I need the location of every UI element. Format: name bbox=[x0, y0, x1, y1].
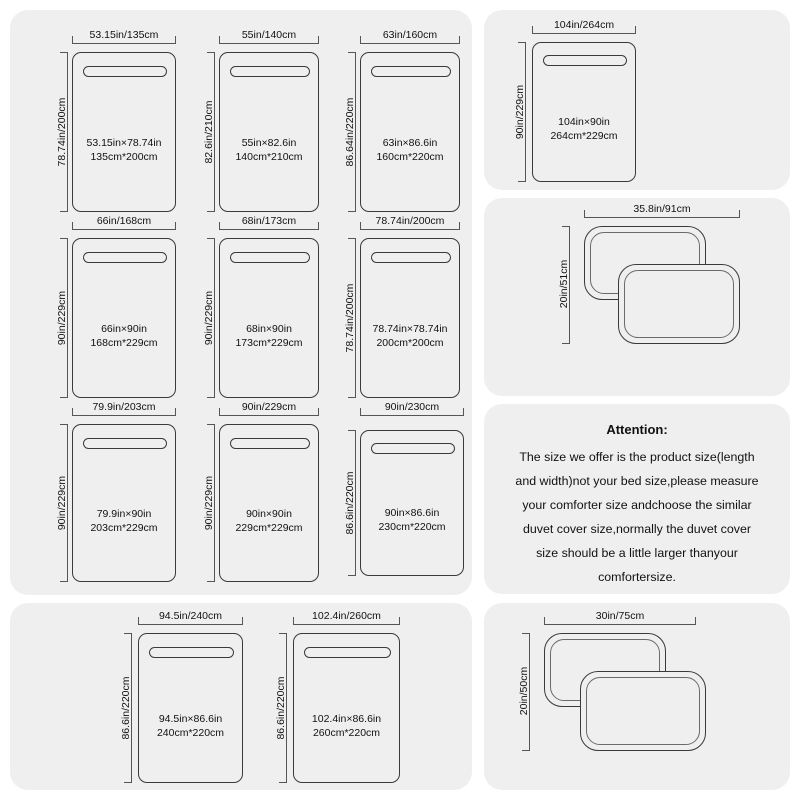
bed-diagram bbox=[203, 401, 323, 584]
dimension-line bbox=[584, 217, 740, 218]
dimension-left bbox=[344, 52, 356, 212]
bed-size-line2: 168cm*229cm bbox=[90, 336, 158, 349]
dimension-left bbox=[518, 633, 530, 751]
dimension-tick bbox=[207, 52, 215, 53]
bed-outline bbox=[360, 52, 460, 212]
attention-panel bbox=[484, 404, 790, 594]
dimension-side-label: 20in/51cm bbox=[558, 259, 570, 309]
dimension-tick bbox=[562, 226, 570, 227]
dimension-top bbox=[219, 29, 319, 44]
bed-diagram bbox=[344, 401, 464, 584]
bed-size-panel-large bbox=[484, 10, 790, 190]
dimension-tick bbox=[60, 238, 68, 239]
bed-outline bbox=[219, 52, 319, 212]
dimension-left bbox=[56, 238, 68, 398]
pillow-outline bbox=[83, 252, 167, 263]
pillow-front bbox=[580, 671, 706, 751]
bed-diagram bbox=[203, 29, 323, 212]
bed-size-line2: 203cm*229cm bbox=[90, 521, 158, 534]
attention-body bbox=[498, 445, 776, 589]
attention-title: Attention: bbox=[606, 422, 668, 437]
dimension-tick bbox=[522, 633, 530, 634]
dimension-top bbox=[584, 203, 740, 218]
bed-size-line2: 160cm*220cm bbox=[376, 150, 444, 163]
bed-diagram bbox=[344, 29, 464, 212]
bed-size-label bbox=[73, 323, 175, 350]
dimension-top-label: 55in/140cm bbox=[241, 29, 297, 41]
dimension-top-label: 30in/75cm bbox=[595, 610, 645, 622]
dimension-top bbox=[72, 401, 176, 416]
attention-line-2: and width)not your bed size,please measure bbox=[515, 474, 759, 488]
dimension-top-label: 104in/264cm bbox=[553, 19, 615, 31]
bed-size-label bbox=[220, 508, 318, 535]
dimension-tick bbox=[279, 782, 287, 783]
dimension-side-label: 82.6in/210cm bbox=[203, 100, 215, 164]
dimension-left bbox=[558, 226, 570, 344]
bed-outline bbox=[360, 238, 460, 398]
bed-size-line1: 53.15in×78.74in bbox=[86, 137, 162, 149]
dimension-top bbox=[360, 29, 460, 44]
bed-diagram bbox=[275, 610, 410, 783]
bed-outline bbox=[72, 424, 176, 582]
attention-line-4: duvet cover size,normally the duvet cover bbox=[523, 522, 751, 536]
dimension-tick bbox=[348, 397, 356, 398]
dimension-line bbox=[532, 33, 636, 34]
bed-outline bbox=[72, 238, 176, 398]
bed-outline bbox=[532, 42, 636, 182]
bed-size-label bbox=[73, 137, 175, 164]
dimension-tick bbox=[60, 581, 68, 582]
dimension-tick bbox=[518, 42, 526, 43]
dimension-side-label: 86.6in/220cm bbox=[120, 676, 132, 740]
dimension-tick bbox=[348, 430, 356, 431]
dimension-line bbox=[293, 624, 400, 625]
bed-size-line1: 66in×90in bbox=[101, 323, 147, 335]
bed-size-line2: 200cm*200cm bbox=[376, 336, 444, 349]
bed-size-label bbox=[220, 323, 318, 350]
dimension-side-label: 90in/229cm bbox=[203, 290, 215, 346]
pillow-front bbox=[618, 264, 740, 344]
dimension-tick bbox=[348, 52, 356, 53]
bed-outline bbox=[72, 52, 176, 212]
bed-outline bbox=[360, 430, 464, 576]
dimension-side-label: 86.6in/220cm bbox=[275, 676, 287, 740]
dimension-side-label: 90in/229cm bbox=[56, 475, 68, 531]
dimension-tick bbox=[124, 782, 132, 783]
bed-size-label bbox=[361, 507, 463, 534]
dimension-tick bbox=[207, 424, 215, 425]
dimension-line bbox=[544, 624, 696, 625]
dimension-top-label: 94.5in/240cm bbox=[158, 610, 223, 622]
dimension-left bbox=[203, 238, 215, 398]
bed-diagram bbox=[56, 401, 176, 584]
bed-diagram bbox=[56, 29, 176, 212]
dimension-side-label: 20in/50cm bbox=[518, 666, 530, 716]
bed-outline bbox=[293, 633, 400, 783]
dimension-top-label: 102.4in/260cm bbox=[312, 610, 381, 622]
bed-diagram bbox=[203, 215, 323, 398]
bed-size-line2: 264cm*229cm bbox=[550, 129, 618, 142]
bed-size-label bbox=[361, 323, 459, 350]
dimension-top bbox=[72, 29, 176, 44]
bed-size-line1: 102.4in×86.6in bbox=[311, 713, 382, 725]
dimension-top bbox=[219, 215, 319, 230]
attention-line-5: size should be a little larger thanyour bbox=[536, 546, 738, 560]
dimension-line bbox=[72, 229, 176, 230]
dimension-left bbox=[56, 52, 68, 212]
dimension-side-label: 78.74in/200cm bbox=[56, 97, 68, 167]
dimension-top-label: 68in/173cm bbox=[241, 215, 297, 227]
dimension-tick bbox=[60, 424, 68, 425]
dimension-top bbox=[219, 401, 319, 416]
pillow-outline bbox=[371, 66, 451, 77]
dimension-left bbox=[56, 424, 68, 582]
dimension-left bbox=[344, 430, 356, 576]
pillow-outline bbox=[230, 252, 310, 263]
dimension-line bbox=[219, 415, 319, 416]
dimension-top bbox=[544, 610, 696, 625]
bed-diagram bbox=[56, 215, 176, 398]
dimension-top bbox=[532, 19, 636, 34]
dimension-tick bbox=[60, 397, 68, 398]
pillow-outline bbox=[371, 252, 451, 263]
bed-outline bbox=[219, 424, 319, 582]
dimension-line bbox=[219, 229, 319, 230]
bed-sizes-panel-bottom bbox=[10, 603, 472, 790]
bed-size-line1: 90in×86.6in bbox=[384, 507, 440, 519]
bed-sizes-panel bbox=[10, 10, 472, 595]
dimension-tick bbox=[522, 750, 530, 751]
dimension-top-label: 90in/230cm bbox=[384, 401, 440, 413]
dimension-tick bbox=[348, 238, 356, 239]
dimension-top-label: 90in/229cm bbox=[241, 401, 297, 413]
dimension-line bbox=[360, 229, 460, 230]
dimension-line bbox=[219, 43, 319, 44]
dimension-tick bbox=[348, 211, 356, 212]
bed-size-line2: 260cm*220cm bbox=[312, 726, 381, 739]
attention-note bbox=[498, 422, 776, 589]
bed-size-label bbox=[294, 713, 399, 740]
dimension-top-label: 79.9in/203cm bbox=[92, 401, 156, 413]
pillow-outline bbox=[371, 443, 455, 454]
bed-size-label bbox=[220, 137, 318, 164]
pillow-outline bbox=[83, 66, 167, 77]
dimension-left bbox=[514, 42, 526, 182]
dimension-top bbox=[138, 610, 243, 625]
dimension-tick bbox=[207, 211, 215, 212]
pillowcase-panel-small bbox=[484, 603, 790, 790]
dimension-line bbox=[72, 43, 176, 44]
bed-size-label bbox=[73, 508, 175, 535]
bed-diagram bbox=[120, 610, 250, 783]
pillow-outline bbox=[83, 438, 167, 449]
bed-size-line1: 78.74in×78.74in bbox=[372, 323, 448, 335]
bed-diagram bbox=[514, 19, 654, 182]
dimension-line bbox=[138, 624, 243, 625]
dimension-top-label: 53.15in/135cm bbox=[89, 29, 159, 41]
dimension-left bbox=[275, 633, 287, 783]
pillow-seam bbox=[586, 677, 700, 745]
dimension-top-label: 35.8in/91cm bbox=[633, 203, 691, 215]
pillow-outline bbox=[543, 55, 627, 66]
bed-size-label bbox=[533, 116, 635, 143]
bed-size-line1: 94.5in×86.6in bbox=[158, 713, 223, 725]
dimension-side-label: 86.6in/220cm bbox=[344, 471, 356, 535]
dimension-tick bbox=[60, 211, 68, 212]
dimension-top bbox=[72, 215, 176, 230]
dimension-side-label: 90in/229cm bbox=[203, 475, 215, 531]
bed-size-line1: 63in×86.6in bbox=[382, 137, 438, 149]
dimension-left bbox=[120, 633, 132, 783]
bed-size-line1: 68in×90in bbox=[246, 323, 292, 335]
bed-size-label bbox=[361, 137, 459, 164]
bed-size-line1: 55in×82.6in bbox=[241, 137, 297, 149]
bed-outline bbox=[138, 633, 243, 783]
dimension-tick bbox=[562, 343, 570, 344]
attention-line-1: The size we offer is the product size(length bbox=[519, 450, 755, 464]
pillow-seam bbox=[624, 270, 734, 338]
dimension-left bbox=[344, 238, 356, 398]
bed-size-line2: 140cm*210cm bbox=[235, 150, 303, 163]
dimension-line bbox=[360, 415, 464, 416]
dimension-top bbox=[360, 401, 464, 416]
dimension-tick bbox=[207, 397, 215, 398]
dimension-top bbox=[360, 215, 460, 230]
pillow-outline bbox=[304, 647, 391, 658]
pillow-outline bbox=[230, 66, 310, 77]
pillow-outline bbox=[230, 438, 310, 449]
bed-size-line2: 173cm*229cm bbox=[235, 336, 303, 349]
dimension-side-label: 90in/229cm bbox=[56, 290, 68, 346]
dimension-left bbox=[203, 52, 215, 212]
dimension-tick bbox=[279, 633, 287, 634]
bed-diagram bbox=[344, 215, 464, 398]
dimension-top-label: 78.74in/200cm bbox=[375, 215, 445, 227]
bed-size-line2: 230cm*220cm bbox=[378, 520, 446, 533]
dimension-line bbox=[360, 43, 460, 44]
pillow-outline bbox=[149, 647, 234, 658]
dimension-tick bbox=[518, 181, 526, 182]
dimension-top-label: 63in/160cm bbox=[382, 29, 438, 41]
bed-size-line2: 229cm*229cm bbox=[235, 521, 303, 534]
bed-size-line2: 240cm*220cm bbox=[156, 726, 225, 739]
dimension-side-label: 78.74in/200cm bbox=[344, 283, 356, 353]
bed-size-line1: 79.9in×90in bbox=[96, 508, 152, 520]
dimension-tick bbox=[60, 52, 68, 53]
dimension-tick bbox=[124, 633, 132, 634]
dimension-tick bbox=[207, 581, 215, 582]
bed-size-label bbox=[139, 713, 242, 740]
dimension-line bbox=[72, 415, 176, 416]
bed-size-line1: 90in×90in bbox=[246, 508, 292, 520]
dimension-top-label: 66in/168cm bbox=[96, 215, 152, 227]
dimension-side-label: 86.64in/220cm bbox=[344, 97, 356, 167]
dimension-tick bbox=[348, 575, 356, 576]
bed-outline bbox=[219, 238, 319, 398]
dimension-tick bbox=[207, 238, 215, 239]
bed-size-line2: 135cm*200cm bbox=[90, 150, 158, 163]
dimension-left bbox=[203, 424, 215, 582]
dimension-top bbox=[293, 610, 400, 625]
dimension-side-label: 90in/229cm bbox=[514, 84, 526, 140]
bed-size-line1: 104in×90in bbox=[558, 116, 610, 128]
attention-line-6: comfortersize. bbox=[598, 570, 676, 584]
pillowcase-panel-large bbox=[484, 198, 790, 396]
attention-line-3: your comforter size andchoose the similar bbox=[522, 498, 752, 512]
